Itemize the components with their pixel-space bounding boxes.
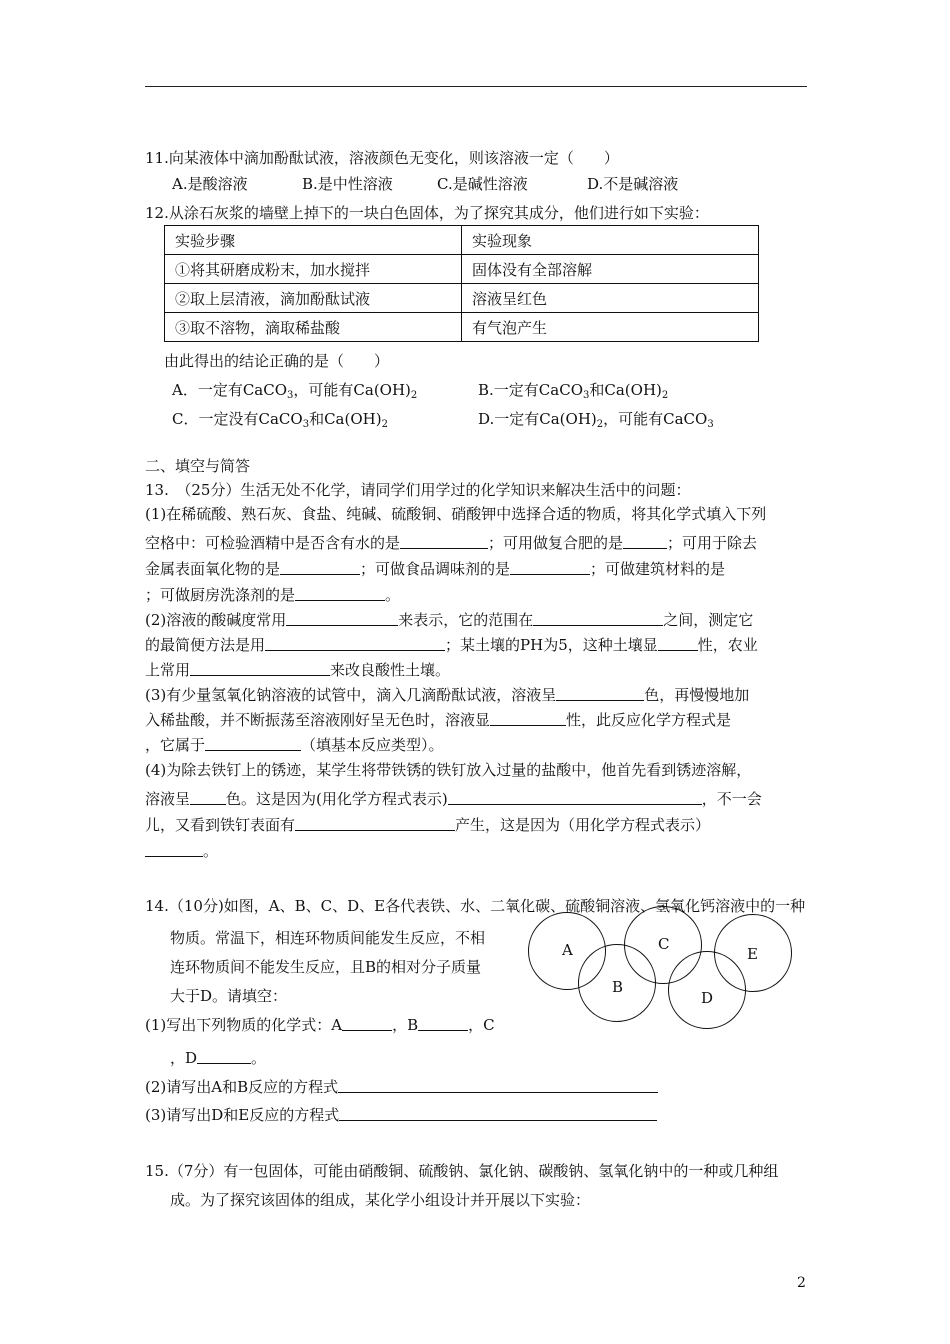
q11-option-a: A.是酸溶液 (172, 175, 248, 193)
text: ；某土壤的PH为5，这种土壤显 (445, 636, 658, 654)
text: (2)溶液的酸碱度常用 (145, 611, 287, 629)
experiment-table (164, 225, 759, 342)
text: 。 (203, 842, 219, 860)
answer-blank[interactable] (265, 636, 445, 651)
q13-p1-line1: (1)在稀硫酸、熟石灰、食盐、纯碱、硫酸铜、硝酸钾中选择合适的物质，将其化学式填入下列 (145, 505, 767, 523)
text: ，它属于 (145, 736, 206, 754)
answer-blank[interactable] (295, 586, 385, 601)
text: 之间，测定它 (663, 611, 754, 629)
answer-blank[interactable] (490, 711, 566, 726)
text: (1)写出下列物质的化学式：A (145, 1016, 343, 1034)
q12-conclusion: 由此得出的结论正确的是（ ） (164, 352, 390, 370)
text: ；可做厨房洗涤剂的是 (145, 586, 296, 604)
table-cell: 溶液呈红色 (462, 284, 759, 313)
q13-p1-line3 (145, 559, 725, 579)
table-cell: 有气泡产生 (462, 313, 759, 342)
table-cell: ②取上层清液，滴加酚酞试液 (165, 284, 462, 313)
answer-blank[interactable] (197, 1049, 251, 1064)
q13-p4-line1: (4)为除去铁钉上的锈迹，某学生将带铁锈的铁钉放入过量的盐酸中，他首先看到锈迹溶解， (145, 761, 752, 779)
answer-blank[interactable] (280, 560, 360, 575)
q13-p2-line2 (145, 635, 758, 655)
q12-option-c: C．一定没有CaCO$_3$和$Ca(OH)_2$ (172, 410, 388, 430)
answer-blank[interactable] (510, 560, 590, 575)
text: 。 (385, 586, 401, 604)
text: ，D (170, 1049, 198, 1067)
answer-blank[interactable] (190, 661, 330, 676)
text: ，不一会 (701, 790, 762, 808)
text: （填基本反应类型）。 (301, 736, 444, 754)
q12-stem: 12.从涂石灰浆的墙壁上掉下的一块白色固体，为了探究其成分，他们进行如下实验： (145, 204, 709, 222)
q13-p1-line4 (145, 585, 400, 605)
header-rule (145, 86, 807, 87)
q13-p4-line3 (145, 815, 710, 835)
text: 性，此反应化学方程式是 (566, 711, 732, 729)
q11-option-b: B.是中性溶液 (302, 175, 393, 193)
table-row (165, 284, 759, 313)
ring-label-a: A (562, 941, 573, 959)
section-title: 二、填空与简答 (145, 457, 251, 475)
q11-option-d: D.不是碱溶液 (587, 175, 679, 193)
q14-line4: 大于D。请填空： (170, 987, 288, 1005)
text: 色。这是因为(用化学方程式表示) (226, 790, 448, 808)
text: 来改良酸性土壤。 (330, 661, 451, 679)
table-header: 实验步骤 (165, 226, 462, 255)
page-number: 2 (797, 1275, 806, 1291)
text: 。 (251, 1049, 267, 1067)
table-header-row (165, 226, 759, 255)
q12-option-a: A．一定有CaCO$_3$，可能有$Ca(OH)_2$ (172, 381, 418, 401)
answer-blank[interactable] (338, 1078, 658, 1093)
q13-p1-line2 (145, 533, 757, 553)
q11-option-c: C.是碱性溶液 (437, 175, 528, 193)
text: (2)请写出A和B反应的方程式 (145, 1078, 339, 1096)
table-cell: ①将其研磨成粉末，加水搅拌 (165, 255, 462, 284)
text: 的最简便方法是用 (145, 636, 266, 654)
text: 儿，又看到铁钉表面有 (145, 816, 296, 834)
q15-line2: 成。为了探究该固体的组成，某化学小组设计并开展以下实验： (170, 1191, 591, 1209)
q13-p3-line1 (145, 685, 749, 705)
answer-blank[interactable] (533, 611, 663, 626)
text: ；可做食品调味剂的是 (360, 560, 511, 578)
text: 上常用 (145, 661, 191, 679)
q14-line3: 连环物质间不能发生反应，且B的相对分子质量 (170, 958, 482, 976)
q13-p2-line1 (145, 610, 753, 630)
answer-blank[interactable] (145, 842, 203, 857)
q14-sub2 (145, 1077, 658, 1097)
table-row (165, 255, 759, 284)
q13-p4-line4 (145, 841, 218, 861)
text: ，C (468, 1016, 495, 1034)
text: 性，农业 (697, 636, 758, 654)
q13-p3-line2 (145, 710, 731, 730)
q13-title: 13. （25分）生活无处不化学，请同学们用学过的化学知识来解决生活中的问题： (145, 481, 691, 499)
text: ，B (392, 1016, 419, 1034)
q13-p3-line3 (145, 735, 444, 755)
table-row (165, 313, 759, 342)
text: (3)有少量氢氧化钠溶液的试管中，滴入几滴酚酞试液，溶液呈 (145, 686, 557, 704)
answer-blank[interactable] (295, 816, 455, 831)
ring-label-e: E (747, 945, 758, 963)
text: 入稀盐酸，并不断振荡至溶液刚好呈无色时，溶液显 (145, 711, 491, 729)
answer-blank[interactable] (205, 736, 301, 751)
q13-p4-line2 (145, 789, 762, 809)
answer-blank[interactable] (342, 1016, 392, 1031)
ring-label-c: C (658, 935, 670, 953)
q14-line2: 物质。常温下，相连环物质间能发生反应，不相 (170, 929, 486, 947)
q12-option-d: D.一定有$Ca(OH)_2$，可能有CaCO$_3$ (478, 410, 714, 430)
answer-blank[interactable] (286, 611, 398, 626)
table-cell: ③取不溶物，滴取稀盐酸 (165, 313, 462, 342)
answer-blank[interactable] (339, 1106, 657, 1121)
text: 产生，这是因为（用化学方程式表示） (455, 816, 711, 834)
answer-blank[interactable] (623, 534, 667, 549)
text: 金属表面氧化物的是 (145, 560, 281, 578)
answer-blank[interactable] (418, 1016, 468, 1031)
answer-blank[interactable] (556, 686, 644, 701)
text: (3)请写出D和E反应的方程式 (145, 1106, 340, 1124)
answer-blank[interactable] (400, 534, 488, 549)
text: 色，再慢慢地加 (644, 686, 750, 704)
text: ；可做建筑材料的是 (590, 560, 726, 578)
q13-p2-line3 (145, 660, 450, 680)
q14-sub1-cont (170, 1048, 266, 1068)
text: ；可用于除去 (667, 534, 758, 552)
ring-label-b: B (612, 978, 624, 996)
table-header: 实验现象 (462, 226, 759, 255)
q14-line1: 14.（10分)如图，A、B、C、D、E各代表铁、水、二氧化碳、硫酸铜溶液、氢氧化钙溶液中的一种 (145, 897, 806, 915)
q11-stem: 11.向某液体中滴加酚酞试液，溶液颜色无变化，则该溶液一定（ ） (145, 149, 619, 167)
text: 空格中：可检验酒精中是否含有水的是 (145, 534, 401, 552)
q15-line1: 15.（7分）有一包固体，可能由硝酸铜、硫酸钠、氯化钠、碳酸钠、氢氧化钠中的一种或几种组 (145, 1162, 779, 1180)
text: ；可用做复合肥的是 (488, 534, 624, 552)
text: 来表示，它的范围在 (398, 611, 534, 629)
answer-blank[interactable] (448, 790, 702, 805)
text: 溶液呈 (145, 790, 191, 808)
q14-sub1 (145, 1015, 495, 1035)
ring-label-d: D (701, 989, 714, 1007)
q12-option-b: B.一定有CaCO$_3$和$Ca(OH)_2$ (478, 381, 669, 401)
table-cell: 固体没有全部溶解 (462, 255, 759, 284)
answer-blank[interactable] (658, 636, 698, 651)
answer-blank[interactable] (190, 790, 226, 805)
q14-sub3 (145, 1105, 657, 1125)
